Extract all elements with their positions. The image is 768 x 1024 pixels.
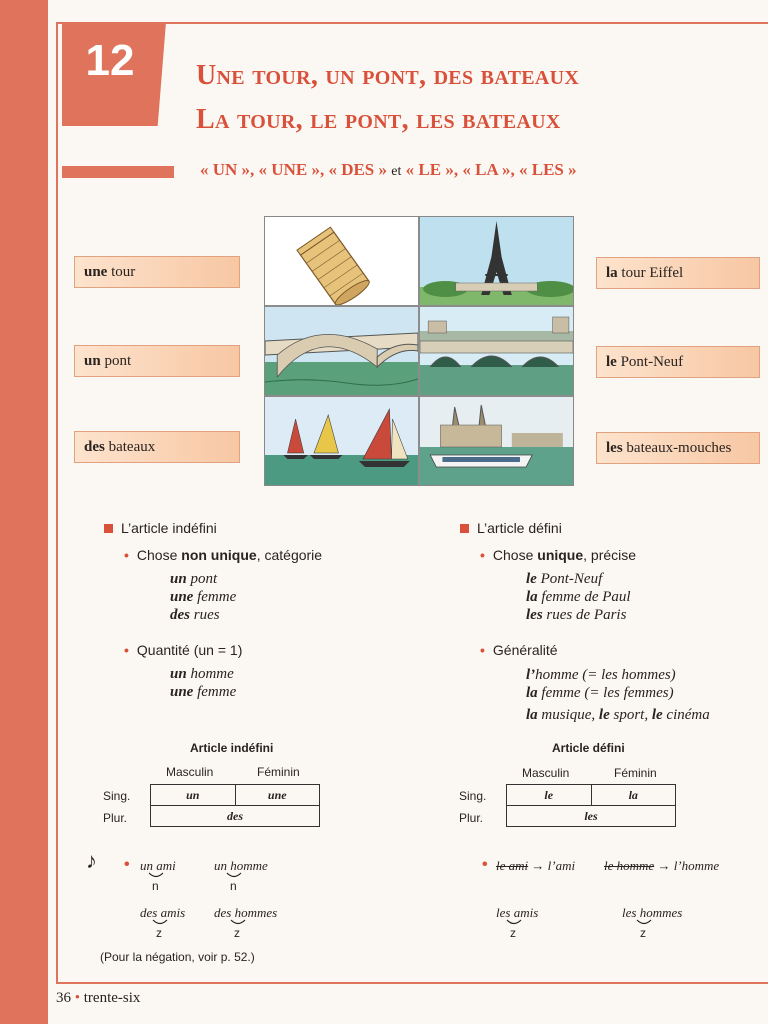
example-line: la femme de Paul (526, 589, 631, 605)
table-title-indefini: Article indéfini (190, 741, 274, 755)
label-noun: Pont-Neuf (616, 354, 684, 370)
bullet-text: Généralité (492, 642, 558, 658)
liaison-les-hommes: les hommes (622, 905, 683, 920)
left-color-band (0, 0, 48, 1024)
elision-to: l’ami (547, 858, 576, 873)
table-row-sing: Sing. (103, 789, 131, 803)
table-title-defini: Article défini (552, 741, 625, 755)
subtitle (200, 160, 577, 180)
table-col-feminin: Féminin (614, 766, 657, 780)
bullet-text-post: , précise (583, 547, 637, 563)
label-article: une (84, 264, 108, 280)
label-noun: bateaux-mouches (622, 440, 732, 456)
dot-bullet-icon: • (124, 856, 130, 873)
example-line: des rues (170, 607, 220, 623)
label-le-pont-neuf (596, 346, 760, 378)
label-noun: tour Eiffel (617, 265, 684, 281)
example-line: la musique, le sport, le cinéma (526, 707, 710, 723)
liaison-un-homme: un homme (214, 858, 268, 873)
page-number-words: trente-six (83, 990, 141, 1006)
elision-from: le homme (604, 858, 655, 873)
bullet-text: Quantité (un = 1) (136, 642, 243, 658)
label-les-bateaux-mouches (596, 432, 760, 464)
label-article: un (84, 353, 101, 369)
example-list-indefini-2 (170, 665, 236, 701)
table-row-sing: Sing. (459, 789, 487, 803)
bullet-text: Chose (492, 547, 538, 563)
title-line-2: La tour, le pont, les bateaux (196, 104, 561, 135)
subtitle-et: et (391, 164, 402, 179)
section-heading-indefini (104, 520, 217, 536)
illustration-bateaux-mouches (420, 397, 573, 485)
illustration-sailboats (265, 397, 418, 485)
example-line: l’homme (= les hommes) (526, 667, 676, 683)
label-des-bateaux (74, 431, 240, 463)
page-number: 36 (56, 990, 71, 1006)
elision-to: l’homme (673, 858, 720, 873)
bullet-text-post: , catégorie (256, 547, 323, 563)
example-line: un homme (170, 666, 234, 682)
liaison-des-hommes: des hommes (214, 905, 278, 920)
liaison-un-ami: un ami (140, 858, 176, 873)
liaison-sound: z (156, 926, 162, 940)
dot-bullet-icon: • (480, 642, 485, 658)
table-row-plur: Plur. (103, 811, 128, 825)
label-article: des (84, 439, 105, 455)
heading-text: L’article indéfini (121, 520, 217, 536)
lesson-number: 12 (85, 36, 135, 85)
page-footer (56, 990, 140, 1007)
square-bullet-icon (104, 524, 113, 533)
example-line: une femme (170, 589, 237, 605)
decorative-red-bar (62, 166, 174, 178)
example-list-indefini-1 (170, 570, 236, 624)
dot-bullet-icon: • (124, 547, 129, 563)
liaison-des-amis: des amis (140, 905, 186, 920)
title-line-1: Une tour, un pont, des bateaux (196, 60, 580, 91)
bullet-text: Chose (136, 547, 182, 563)
label-noun: bateaux (104, 439, 156, 455)
label-la-tour-eiffel (596, 257, 760, 289)
label-article: la (606, 265, 618, 281)
illustration-eiffel-tower (420, 217, 573, 305)
bullet-quantite (124, 642, 242, 658)
liaison-sound: n (152, 879, 159, 893)
elision-ami (496, 858, 575, 874)
table-col-masculin: Masculin (166, 765, 214, 779)
table-defini (506, 784, 676, 827)
label-article: le (606, 354, 617, 370)
example-list-defini-1 (526, 570, 631, 624)
bullet-chose-non-unique (124, 547, 322, 563)
example-line: un pont (170, 571, 218, 587)
bullet-generalite (480, 642, 558, 658)
illustration-pont-neuf (420, 307, 573, 395)
table-col-feminin: Féminin (257, 765, 300, 779)
square-bullet-icon (460, 524, 469, 533)
music-note-icon: ♪ (86, 848, 97, 873)
cell-sing-fem: la (591, 785, 676, 806)
liaison-les-amis: les amis (496, 905, 539, 920)
elision-from: le ami (496, 858, 529, 873)
liaison-sound: n (230, 879, 237, 893)
example-line: les rues de Paris (526, 607, 627, 623)
dot-bullet-icon: • (124, 642, 129, 658)
arrow-icon: → (657, 858, 671, 873)
example-line: une femme (170, 684, 237, 700)
cell-sing-masc: un (151, 785, 236, 806)
cell-sing-masc: le (507, 785, 592, 806)
bullet-bold: non unique (181, 547, 257, 563)
footer-bullet: • (74, 990, 81, 1006)
dot-bullet-icon: • (482, 856, 488, 873)
cell-plur: des (151, 806, 320, 827)
example-line: la femme (= les femmes) (526, 685, 674, 701)
table-row-plur: Plur. (459, 811, 484, 825)
elision-homme (604, 858, 719, 874)
table-col-masculin: Masculin (522, 766, 570, 780)
bullet-bold: unique (537, 547, 584, 563)
label-noun: tour (107, 264, 136, 280)
dot-bullet-icon: • (480, 547, 485, 563)
example-list-defini-2 (526, 666, 710, 724)
subtitle-part1: « UN », « UNE », « DES » (200, 160, 388, 179)
illustration-bridge (265, 307, 418, 395)
illustration-grid (264, 216, 574, 486)
liaison-sound: z (640, 926, 646, 940)
label-une-tour (74, 256, 240, 288)
arrow-icon: → (531, 858, 545, 873)
label-un-pont (74, 345, 240, 377)
heading-text: L’article défini (477, 520, 562, 536)
cell-plur: les (507, 806, 676, 827)
illustration-tower (265, 217, 418, 305)
cell-sing-fem: une (235, 785, 320, 806)
bullet-chose-unique (480, 547, 636, 563)
negation-note: (Pour la négation, voir p. 52.) (100, 950, 255, 964)
subtitle-part2: « LE », « LA », « LES » (405, 160, 577, 179)
liaison-sound: z (510, 926, 516, 940)
table-indefini (150, 784, 320, 827)
label-article: les (606, 440, 623, 456)
liaison-sound: z (234, 926, 240, 940)
label-noun: pont (100, 353, 132, 369)
section-heading-defini (460, 520, 562, 536)
example-line: le Pont-Neuf (526, 571, 603, 587)
